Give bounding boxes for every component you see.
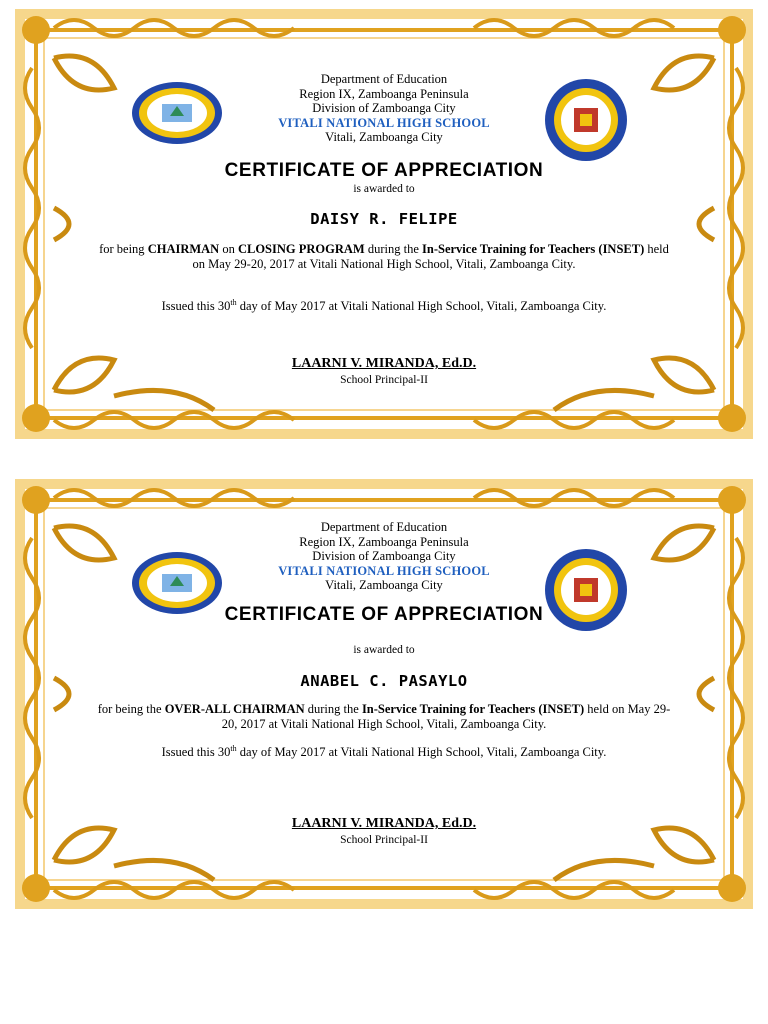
citation-part: for being [99,242,148,256]
citation-part: held on May 29-20, 2017 at Vitali National High School, Vitali, Zamboanga City. [192,242,669,271]
issued-sup: th [230,298,237,307]
citation-text [94,702,674,732]
citation-part: during the [364,242,423,256]
header-block [14,520,754,593]
signer-name-text: LAARNI V. MIRANDA, Ed.D. [291,816,477,831]
issued-sup: th [230,744,237,753]
issued-pre: Issued this 30 [161,299,231,314]
certificate-1 [14,8,754,440]
header-block [14,72,754,145]
header-school-name: VITALI NATIONAL HIGH SCHOOL [278,563,490,578]
citation-part: for being the [97,702,165,716]
issued-text [54,298,714,314]
signer-title: School Principal-II [340,374,428,386]
citation-event: CLOSING PROGRAM [237,242,365,256]
issued-pre: Issued this 30 [161,745,231,760]
recipient-name: DAISY R. FELIPE [310,210,458,228]
certificate-title: CERTIFICATE OF APPRECIATION [224,160,544,181]
certificate-2 [14,478,754,910]
signer-name [14,356,754,372]
header-line-region: Region IX, Zamboanga Peninsula [299,534,469,549]
header-line-department: Department of Education [320,72,448,86]
citation-part: on [219,242,238,256]
signer-name [14,816,754,832]
header-line-department: Department of Education [320,520,448,534]
header-line-division: Division of Zamboanga City [312,549,456,563]
citation-role: CHAIRMAN [147,242,220,256]
issued-post: day of May 2017 at Vitali National High School, Vitali, Zamboanga City. [236,299,607,314]
header-school-name: VITALI NATIONAL HIGH SCHOOL [278,115,490,130]
citation-text [94,242,674,272]
citation-training: In-Service Training for Teachers (INSET) [422,242,645,256]
recipient-name: ANABEL C. PASAYLO [300,672,468,690]
issued-post: day of May 2017 at Vitali National High School, Vitali, Zamboanga City. [236,745,607,760]
header-line-division: Division of Zamboanga City [312,101,456,115]
header-location: Vitali, Zamboanga City [325,130,443,144]
issued-text [54,744,714,760]
citation-role: OVER-ALL CHAIRMAN [164,702,305,716]
signer-name-text: LAARNI V. MIRANDA, Ed.D. [291,356,477,371]
header-line-region: Region IX, Zamboanga Peninsula [299,86,469,101]
header-location: Vitali, Zamboanga City [325,578,443,592]
certificate-title: CERTIFICATE OF APPRECIATION [224,604,544,625]
citation-part: during the [304,702,362,716]
citation-part: held on May 29-20, 2017 at Vitali National High School, Vitali, Zamboanga City. [221,702,671,731]
awarded-to-text: is awarded to [353,183,415,195]
citation-training: In-Service Training for Teachers (INSET) [361,702,585,716]
signer-title: School Principal-II [340,834,428,846]
awarded-to-text: is awarded to [353,644,415,656]
